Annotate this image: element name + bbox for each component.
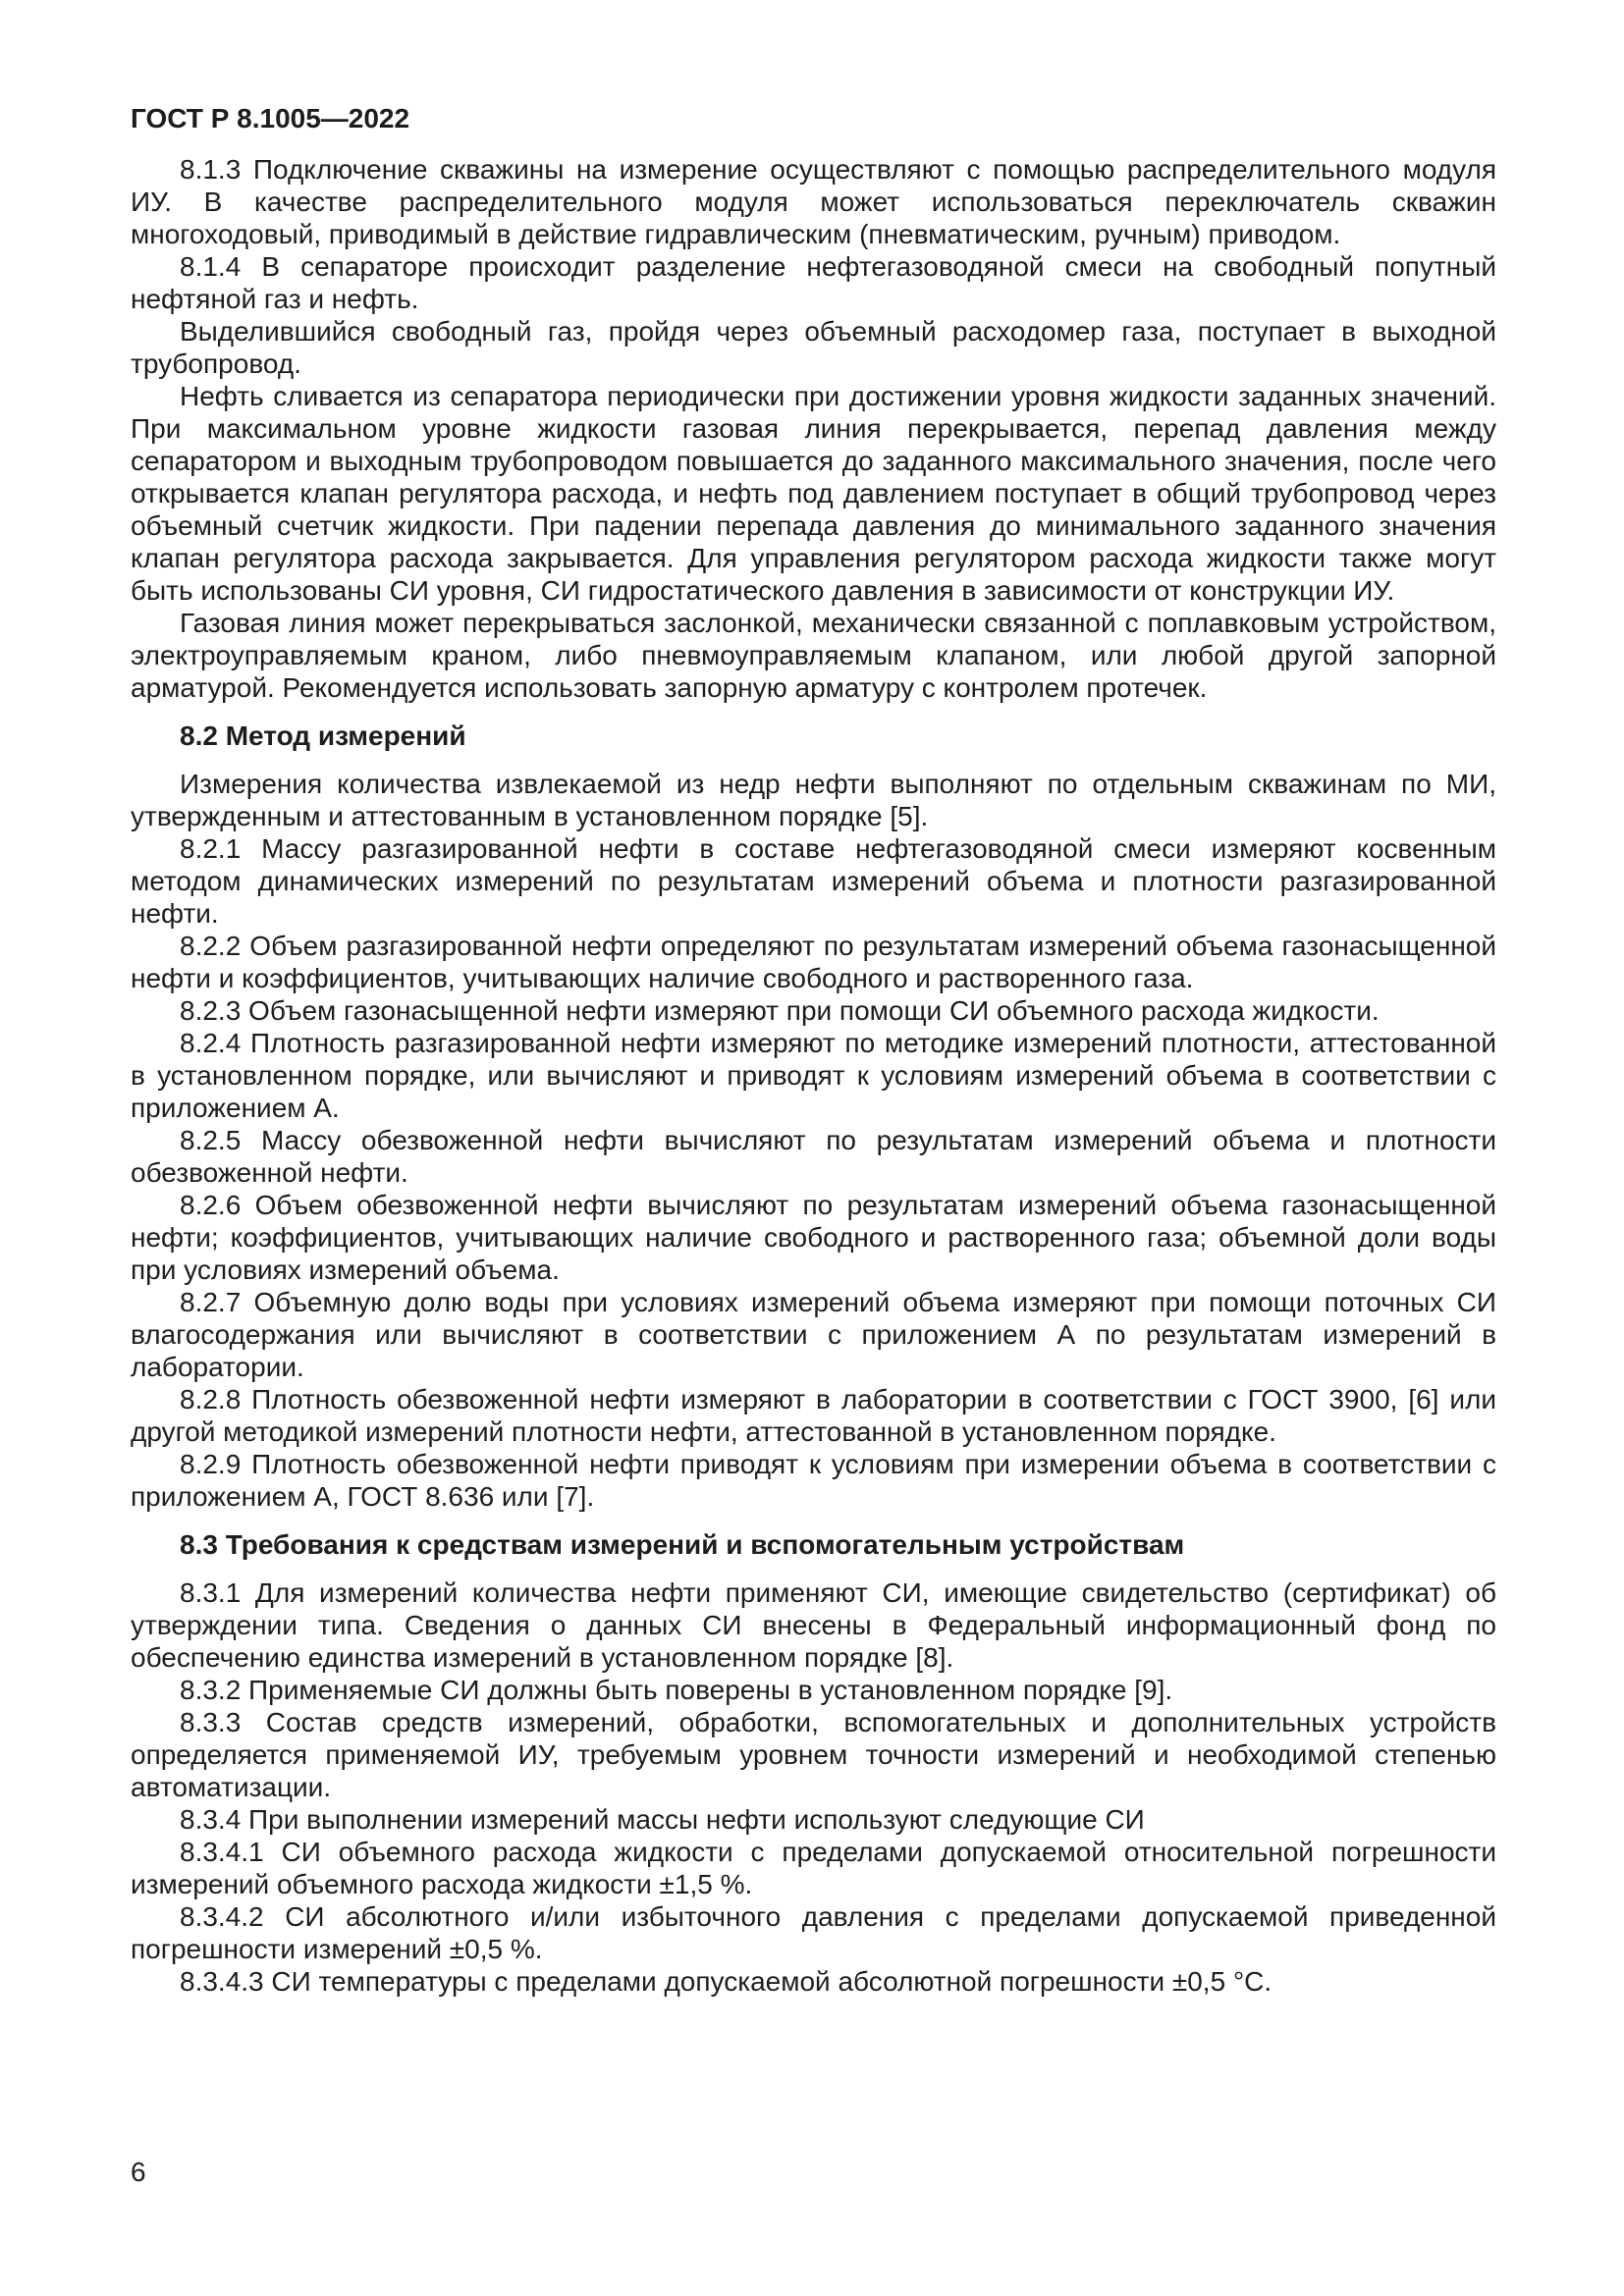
paragraph: 8.3.4.3 СИ температуры с пределами допускаемой абсолютной погрешности ±0,5 °С. — [180, 1966, 1272, 1997]
document-body — [131, 153, 1496, 1998]
paragraph: 8.1.3 Подключение скважины на измерение осуществляют с помощью распределительного модуля ИУ. В качестве распределительного модуля может использоваться переключатель скважин многоходовый, приводимый в действие гидравлическим (пневматическим, ручным) приводом. — [131, 154, 1496, 249]
section-heading: 8.2 Метод измерений — [180, 721, 466, 751]
paragraph: 8.3.2 Применяемые СИ должны быть поверены в установленном порядке [9]. — [180, 1675, 1173, 1705]
page-number: 6 — [131, 2157, 146, 2187]
document-code-header: ГОСТ Р 8.1005—2022 — [131, 103, 410, 133]
paragraph: 8.3.4.2 СИ абсолютного и/или избыточного давления с пределами допускаемой приведенной погрешности измерений ±0,5 %. — [131, 1901, 1496, 1964]
paragraph: 8.1.4 В сепараторе происходит разделение нефтегазоводяной смеси на свободный попутный нефтяной газ и нефть. — [131, 251, 1496, 314]
paragraph: 8.2.4 Плотность разгазированной нефти измеряют по методике измерений плотности, аттестованной в установленном порядке, или вычисляют и приводят к условиям измерений объема в соответствии с приложением А. — [131, 1028, 1496, 1123]
paragraph: 8.2.6 Объем обезвоженной нефти вычисляют по результатам измерений объема газонасыщенной нефти; коэффициентов, учитывающих наличие свободного и растворенного газа; объемной доли воды при условиях измерений объема. — [131, 1190, 1496, 1285]
document-page — [131, 102, 1496, 1998]
paragraph: 8.3.4.1 СИ объемного расхода жидкости с пределами допускаемой относительной погрешности измерений объемного расхода жидкости ±1,5 %. — [131, 1837, 1496, 1899]
paragraph: 8.3.4 При выполнении измерений массы нефти используют следующие СИ — [180, 1804, 1145, 1835]
section-heading: 8.3 Требования к средствам измерений и вспомогательным устройствам — [180, 1529, 1185, 1560]
paragraph: 8.2.8 Плотность обезвоженной нефти измеряют в лаборатории в соответствии с ГОСТ 3900, [6] или другой методикой измерений плотности нефти, аттестованной в установленном порядке. — [131, 1384, 1496, 1447]
paragraph: 8.2.3 Объем газонасыщенной нефти измеряют при помощи СИ объемного расхода жидкости. — [180, 995, 1380, 1026]
paragraph: Нефть сливается из сепаратора периодически при достижении уровня жидкости заданных значений. При максимальном уровне жидкости газовая линия перекрывается, перепад давления между сепаратором и выходным трубопроводом повышается до заданного максимального значения, после чего открывается клапан регулятора расхода, и нефть под давлением поступает в общий трубопровод через объемный счетчик жидкости. При падении перепада давления до минимального заданного значения клапан регулятора расхода закрывается. Для управления регулятором расхода жидкости также могут быть использованы СИ уровня, СИ гидростатического давления в зависимости от конструкции ИУ. — [131, 381, 1496, 606]
paragraph: 8.2.9 Плотность обезвоженной нефти приводят к условиям при измерении объема в соответствии с приложением А, ГОСТ 8.636 или [7]. — [131, 1449, 1496, 1512]
paragraph: 8.2.2 Объем разгазированной нефти определяют по результатам измерений объема газонасыщенной нефти и коэффициентов, учитывающих наличие свободного и растворенного газа. — [131, 931, 1496, 993]
paragraph: 8.2.1 Массу разгазированной нефти в составе нефтегазоводяной смеси измеряют косвенным методом динамических измерений по результатам измерений объема и плотности разгазированной нефти. — [131, 833, 1496, 929]
paragraph: Выделившийся свободный газ, пройдя через объемный расходомер газа, поступает в выходной трубопровод. — [131, 316, 1496, 379]
paragraph: Газовая линия может перекрываться заслонкой, механически связанной с поплавковым устройством, электроуправляемым краном, либо пневмоуправляемым клапаном, или любой другой запорной арматурой. Рекомендуется использовать запорную арматуру с контролем протечек. — [131, 608, 1496, 703]
paragraph: Измерения количества извлекаемой из недр нефти выполняют по отдельным скважинам по МИ, утвержденным и аттестованным в установленном порядке [5]. — [131, 769, 1496, 831]
paragraph: 8.2.7 Объемную долю воды при условиях измерений объема измеряют при помощи поточных СИ влагосодержания или вычисляют в соответствии с приложением А по результатам измерений в лаборатории. — [131, 1287, 1496, 1382]
paragraph: 8.2.5 Массу обезвоженной нефти вычисляют по результатам измерений объема и плотности обезвоженной нефти. — [131, 1125, 1496, 1188]
paragraph: 8.3.3 Состав средств измерений, обработки, вспомогательных и дополнительных устройств определяется применяемой ИУ, требуемым уровнем точности измерений и необходимой степенью автоматизации. — [131, 1707, 1496, 1802]
paragraph: 8.3.1 Для измерений количества нефти применяют СИ, имеющие свидетельство (сертификат) об утверждении типа. Сведения о данных СИ внесены в Федеральный информационный фонд по обеспечению единства измерений в установленном порядке [8]. — [131, 1577, 1496, 1673]
